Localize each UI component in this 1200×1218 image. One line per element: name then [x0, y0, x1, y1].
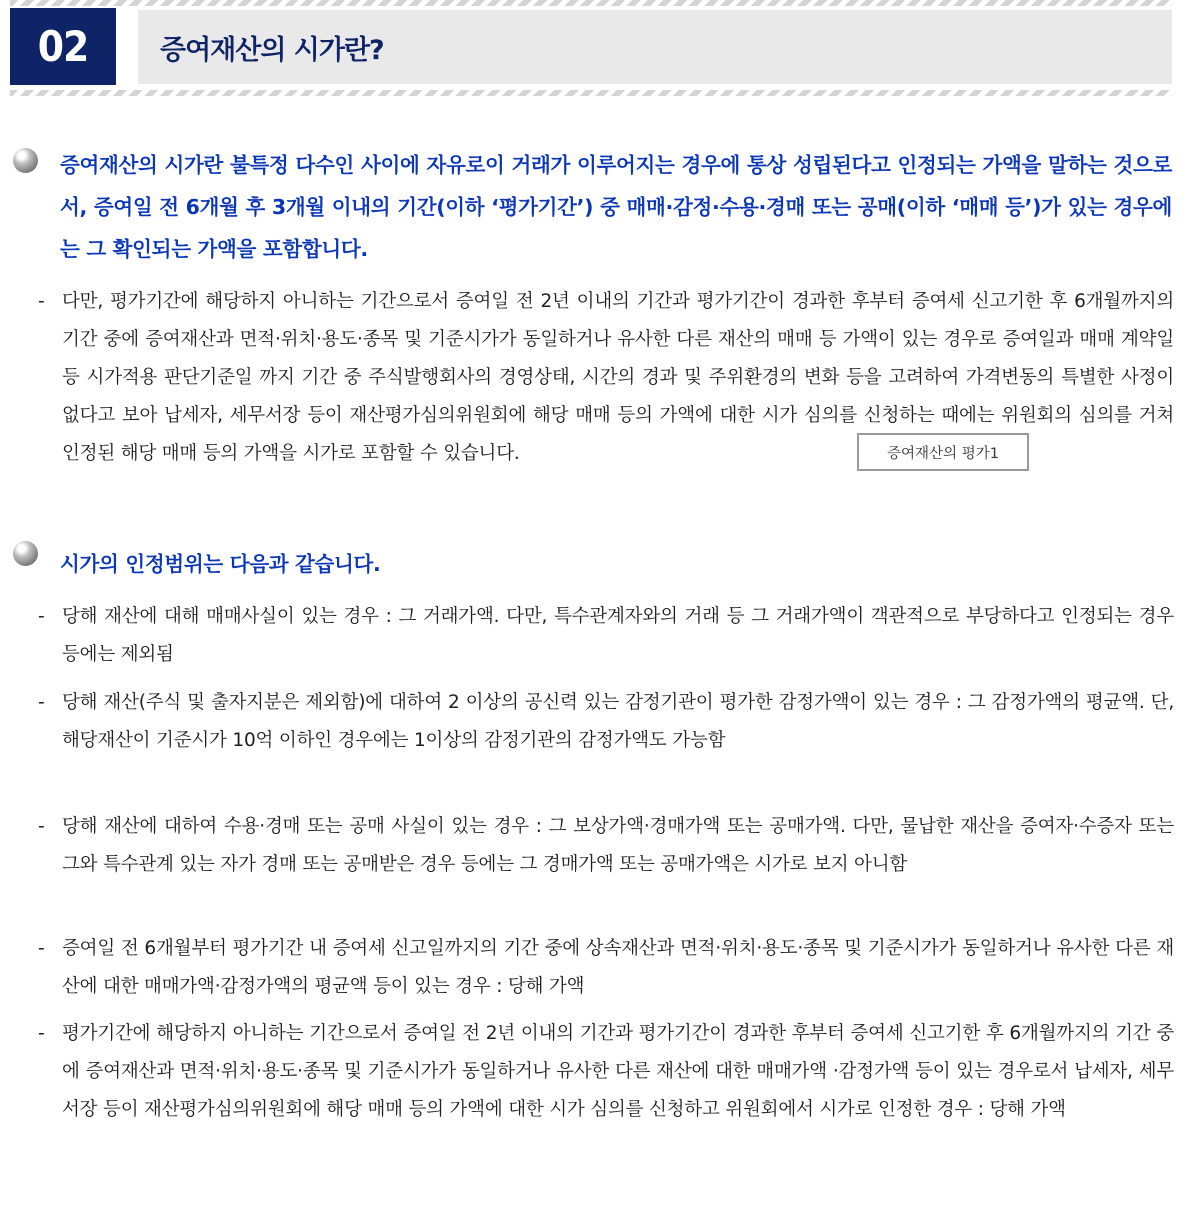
list-item [38, 1015, 1174, 1129]
bullet-icon [13, 148, 38, 173]
list-item-text: 당해 재산에 대하여 수용·경매 또는 공매 사실이 있는 경우 : 그 보상가액·경매가액 또는 공매가액. 다만, 물납한 재산을 증여자·수증자 또는 그와 특수관계 있는 자가 경매 또는 공매받은 경우 등에는 그 경매가액 또는 공매가액은 시가로 보지 아니함 [62, 816, 1174, 875]
list-item-text: 평가기간에 해당하지 아니하는 기간으로서 증여일 전 2년 이내의 기간과 평가기간이 경과한 후부터 증여세 신고기한 후 6개월까지의 기간 중에 증여재산과 면적·위치·용도·종목 및 기준시가가 동일하거나 유사한 다른 재산에 대한 매매가액 ·감정가액 등이 있는 경우로서 납세자, 세무서장 등이 재산평가심의위원회에 해당 매매 등의 가액에 대한 시가 심의를 신청하고 위원회에서 시가로 인정한 경우 : 당해 가액 [62, 1023, 1174, 1120]
dash-marker: - [38, 606, 45, 627]
dash-marker: - [38, 291, 45, 312]
bullet-icon [13, 541, 38, 566]
dash-marker: - [38, 938, 45, 959]
section-title: 증여재산의 시가란? [160, 34, 384, 66]
list-item-text: 당해 재산에 대해 매매사실이 있는 경우 : 그 거래가액. 다만, 특수관계자와의 거래 등 그 거래가액이 객관적으로 부당하다고 인정되는 경우 등에는 제외됨 [62, 606, 1174, 665]
list-item-text: 증여일 전 6개월부터 평가기간 내 증여세 신고일까지의 기간 중에 상속재산과 면적·위치·용도·종목 및 기준시가가 동일하거나 유사한 다른 재산에 대한 매매가액·감정가액의 평균액 등이 있는 경우 : 당해 가액 [62, 938, 1174, 997]
section-lead: 시가의 인정범위는 다음과 같습니다. [60, 552, 381, 576]
bottom-dashed-border [10, 90, 1172, 96]
section-number-box [10, 8, 116, 85]
list-item [38, 684, 1174, 760]
section-lead: 증여재산의 시가란 불특정 다수인 사이에 자유로이 거래가 이루어지는 경우에 통상 성립된다고 인정되는 가액을 말하는 것으로서, 증여일 전 6개월 후 3개월 이내의 기간(이하 ‘평가기간’) 중 매매·감정·수용·경매 또는 공매(이하 ‘매매 등’)가 있는 경우에는 그 확인되는 가액을 포함합니다. [60, 153, 1172, 261]
tooltip: 증여재산의 평가1 [857, 433, 1029, 471]
list-item [38, 930, 1174, 1006]
list-item [38, 598, 1174, 674]
section-header-bar [138, 10, 1172, 84]
dash-marker: - [38, 816, 45, 837]
list-item [38, 808, 1174, 884]
top-dashed-border [10, 0, 1172, 6]
dash-marker: - [38, 692, 45, 713]
list-item-text: 다만, 평가기간에 해당하지 아니하는 기간으로서 증여일 전 2년 이내의 기간과 평가기간이 경과한 후부터 증여세 신고기한 후 6개월까지의 기간 중에 증여재산과 면적·위치·용도·종목 및 기준시가가 동일하거나 유사한 다른 재산의 매매 등 가액이 있는 경우로 증여일과 매매 계약일 등 시가적용 판단기준일 까지 기간 중 주식발행회사의 경영상태, 시간의 경과 및 주위환경의 변화 등을 고려하여 가격변동의 특별한 사정이 없다고 보아 납세자, 세무서장 등이 재산평가심의위원회에 해당 매매 등의 가액에 대한 시가 심의를 신청하는 때에는 위원회의 심의를 거쳐 인정된 해당 매매 등의 가액을 시가로 포함할 수 있습니다. [62, 291, 1174, 464]
list-item-text: 당해 재산(주식 및 출자지분은 제외함)에 대하여 2 이상의 공신력 있는 감정기관이 평가한 감정가액이 있는 경우 : 그 감정가액의 평균액. 단, 해당재산이 기준시가 10억 이하인 경우에는 1이상의 감정기관의 감정가액도 가능함 [62, 692, 1174, 751]
dash-marker: - [38, 1023, 45, 1044]
section-number: 02 [37, 22, 89, 71]
